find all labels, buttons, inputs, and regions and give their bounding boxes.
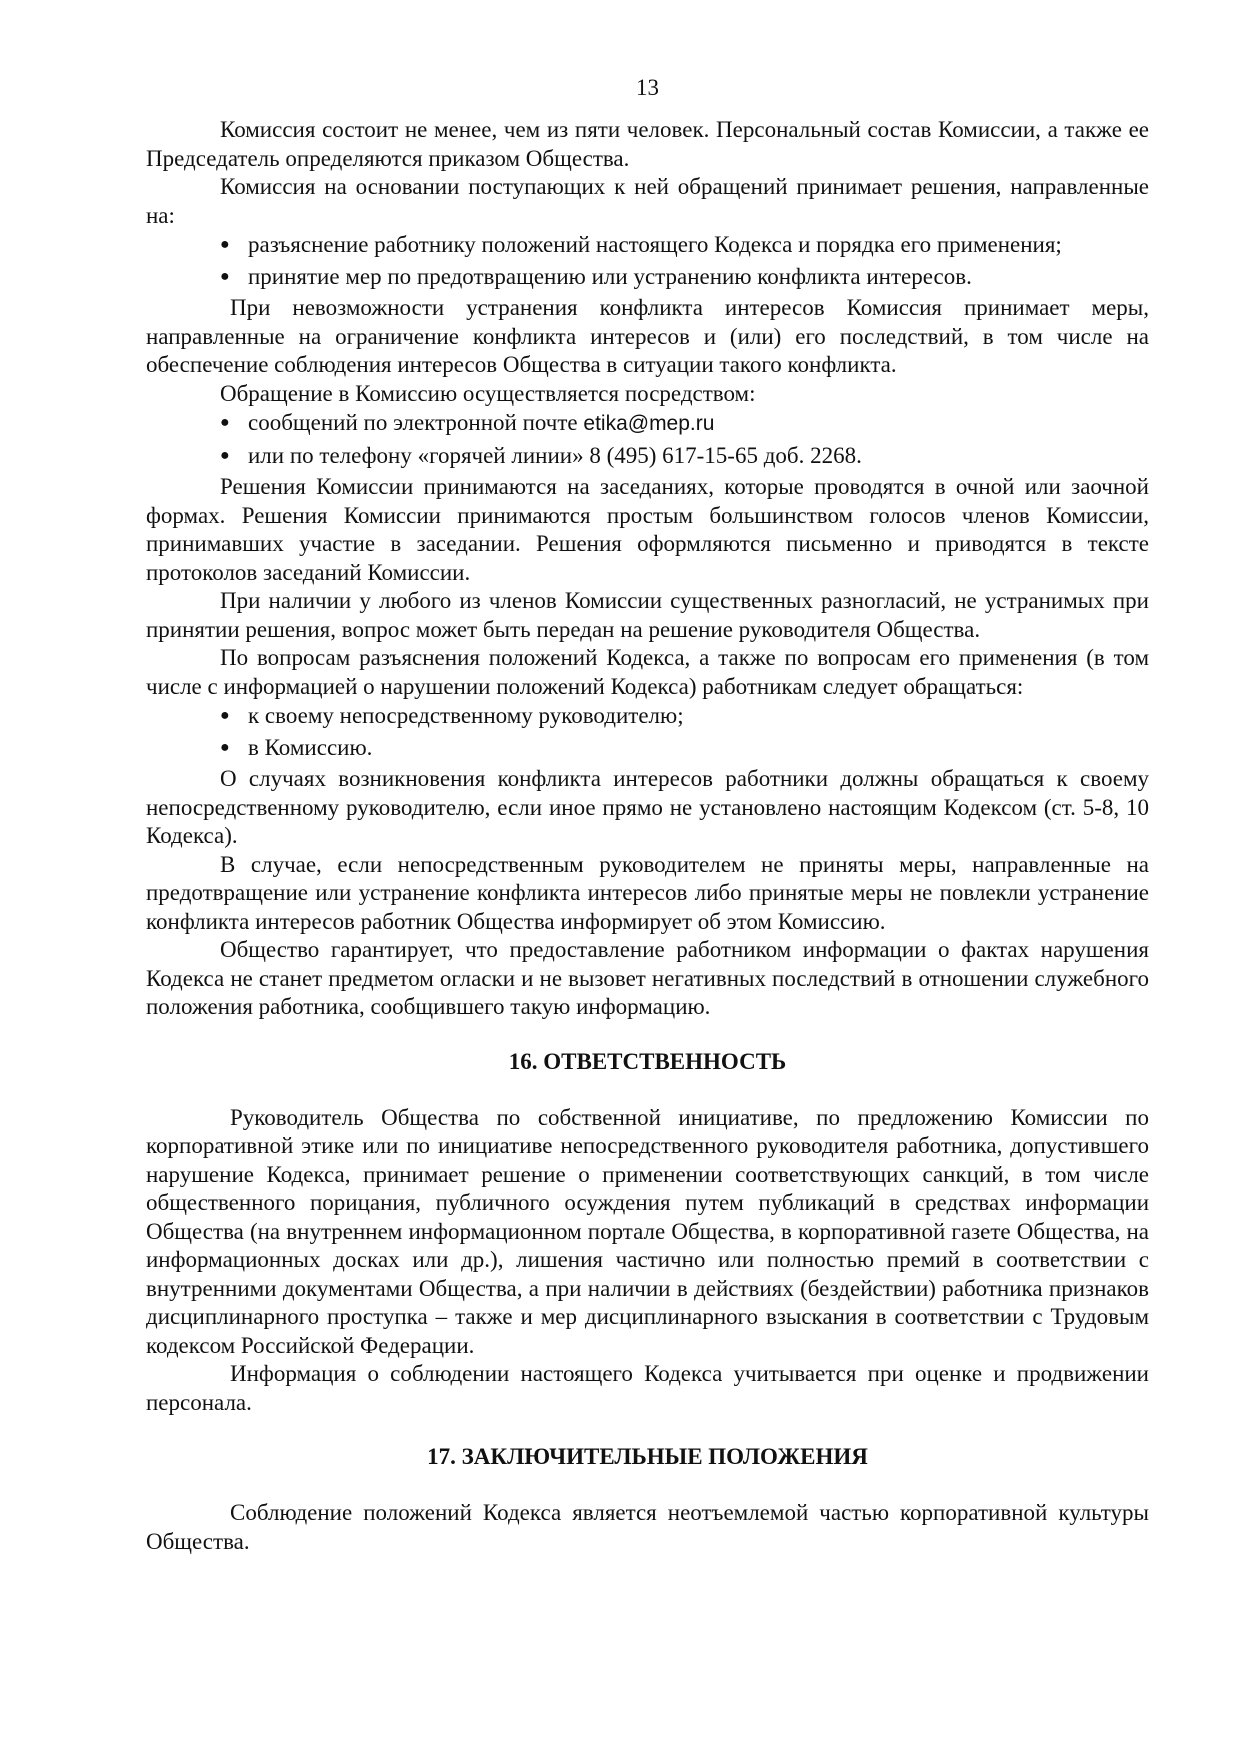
phone-text: или по телефону «горячей линии» 8 (495) 617-15-65 доб. 2268. xyxy=(248,442,862,468)
section-17-heading: 17. ЗАКЛЮЧИТЕЛЬНЫЕ ПОЛОЖЕНИЯ xyxy=(427,1444,868,1469)
paragraph-questions: По вопросам разъяснения положений Кодекса, а также по вопросам его применения (в том числе с информацией о нарушении положений Кодекса) работникам следует обращаться: xyxy=(146,645,1149,699)
bullet-icon: ● xyxy=(220,236,230,253)
paragraph-responsibility: Руководитель Общества по собственной инициативе, по предложению Комиссии по корпоративной этике или по инициативе непосредственного руководителя работника, допустившего нарушение Кодекса, принимает решение о применении соответствующих санкций, в том числе общественного порицания, публичного осуждения путем публикаций в средствах информации Общества (на внутреннем информационном портале Общества, в корпоративной газете Общества, на информационных досках или др.), лишения частично или полностью премий в соответствии с внутренними документами Общества, а при наличии в действиях (бездействии) работника признаков дисциплинарного проступка – также и мер дисциплинарного взыскания в соответствии с Трудовым кодексом Российской Федерации. xyxy=(146,1104,1149,1358)
list-item-text: разъяснение работнику положений настоящего Кодекса и порядка его применения; xyxy=(248,232,1062,257)
paragraph-commission-decisions: Комиссия на основании поступающих к ней обращений принимает решения, направленные на: xyxy=(146,174,1149,228)
email-prefix-text: сообщений по электронной почте xyxy=(248,410,584,435)
list-item xyxy=(146,231,1149,260)
paragraph-evaluation: Информация о соблюдении настоящего Кодекса учитывается при оценке и продвижении персонала. xyxy=(146,1361,1149,1415)
paragraph-guarantee: Общество гарантирует, что предоставление работником информации о фактах нарушения Кодекса не станет предметом огласки и не вызовет негативных последствий в отношении служебного положения работника, сообщившего такую информацию. xyxy=(146,937,1149,1019)
contacts-for-questions-list xyxy=(146,702,1149,762)
paragraph-disagreements: При наличии у любого из членов Комиссии существенных разногласий, не устранимых при принятии решения, вопрос может быть передан на решение руководителя Общества. xyxy=(146,588,1149,642)
page-number: 13 xyxy=(636,75,659,100)
list-item-email xyxy=(146,409,1149,439)
section-16-heading: 16. ОТВЕТСТВЕННОСТЬ xyxy=(508,1048,787,1074)
list-item xyxy=(146,702,1149,731)
bullet-icon: ● xyxy=(220,414,230,431)
paragraph-appeal-means: Обращение в Комиссию осуществляется посредством: xyxy=(220,380,756,406)
list-item-phone xyxy=(146,442,1149,471)
list-item-text: принятие мер по предотвращению или устранению конфликта интересов. xyxy=(248,263,972,289)
bullet-icon: ● xyxy=(220,267,230,285)
paragraph-commission-composition: Комиссия состоит не менее, чем из пяти человек. Персональный состав Комиссии, а также ее Председатель определяются приказом Общества. xyxy=(146,117,1149,171)
list-item-text: в Комиссию. xyxy=(248,734,373,760)
paragraph-meetings: Решения Комиссии принимаются на заседаниях, которые проводятся в очной или заочной формах. Решения Комиссии принимаются простым большинством голосов членов Комиссии, принимавших участие в заседании. Решения оформляются письменно и приводятся в тексте протоколов заседаний Комиссии. xyxy=(146,474,1149,585)
paragraph-impossibility: При невозможности устранения конфликта интересов Комиссия принимает меры, направленные на ограничение конфликта интересов и (или) его последствий, в том числе на обеспечение соблюдения интересов Общества в ситуации такого конфликта. xyxy=(146,295,1149,377)
list-item xyxy=(146,734,1149,763)
decisions-list xyxy=(146,231,1149,291)
paragraph-final: Соблюдение положений Кодекса является неотъемлемой частью корпоративной культуры Общества. xyxy=(146,1500,1149,1554)
bullet-icon: ● xyxy=(220,738,230,756)
list-item xyxy=(146,263,1149,292)
email-address: etika@mep.ru xyxy=(583,412,715,435)
bullet-icon: ● xyxy=(220,446,230,464)
list-item-text: к своему непосредственному руководителю; xyxy=(248,703,684,728)
bullet-icon: ● xyxy=(220,707,230,724)
paragraph-conflict-cases: О случаях возникновения конфликта интересов работники должны обращаться к своему непосредственному руководителю, если иное прямо не установлено настоящим Кодексом (ст. 5-8, 10 Кодекса). xyxy=(146,766,1149,848)
paragraph-unresolved: В случае, если непосредственным руководителем не приняты меры, направленные на предотвращение или устранение конфликта интересов либо принятые меры не повлекли устранение конфликта интересов работник Общества информирует об этом Комиссию. xyxy=(146,851,1149,934)
contact-list xyxy=(146,409,1149,470)
